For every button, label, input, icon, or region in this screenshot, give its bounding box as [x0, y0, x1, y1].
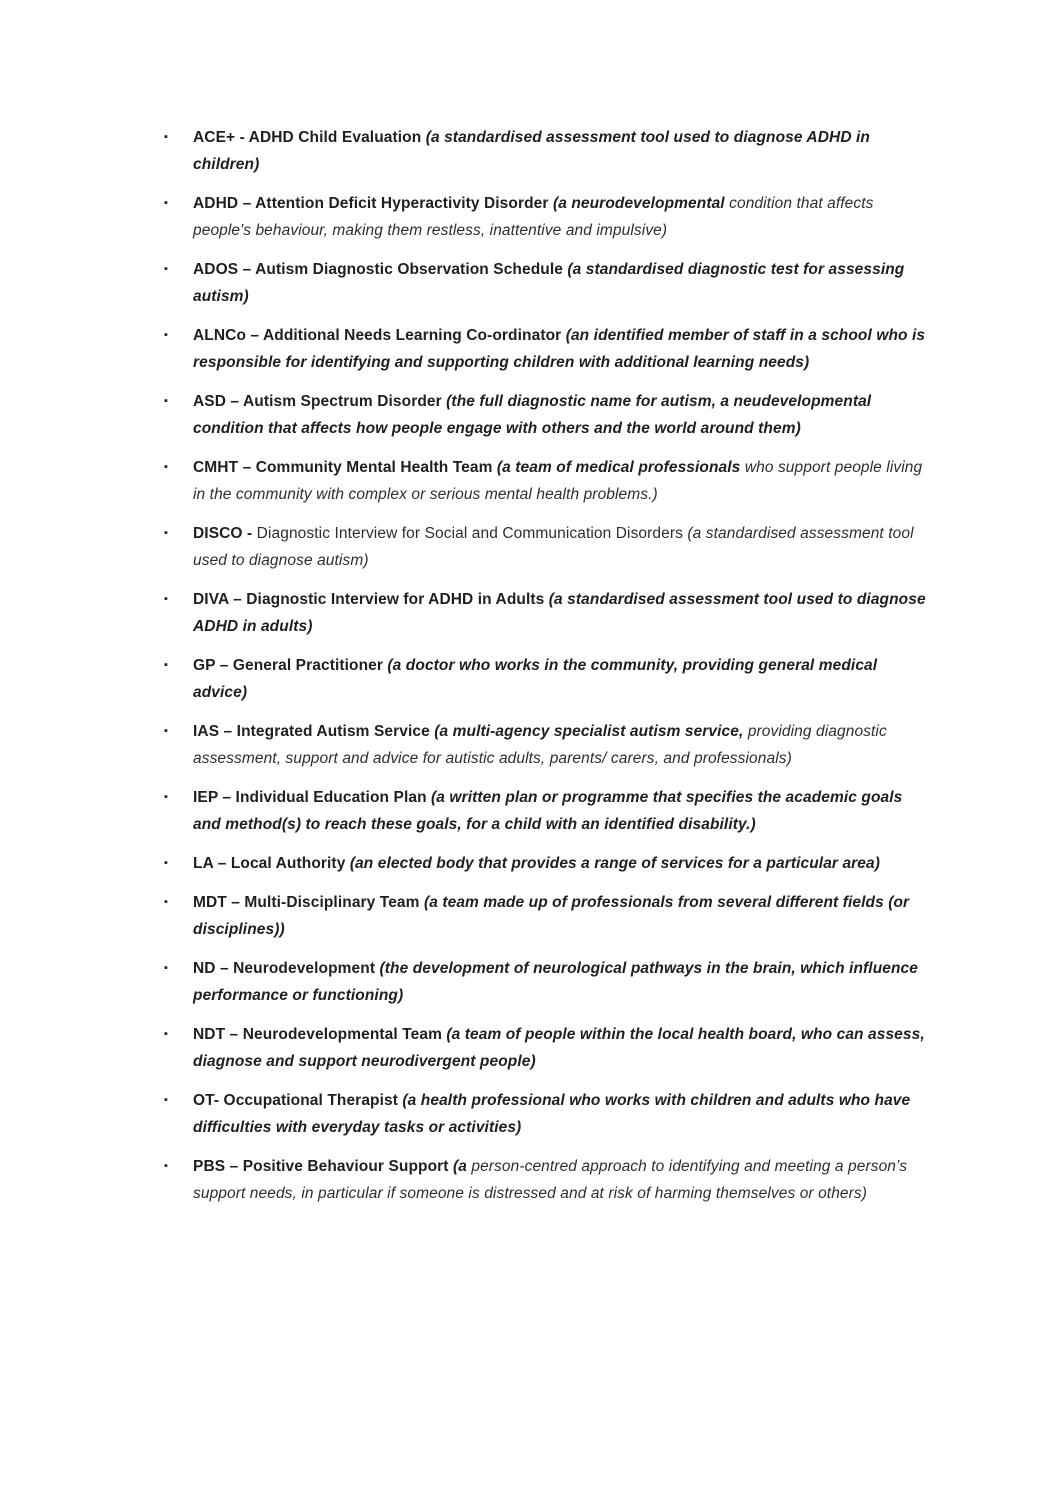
entry-segment: (the full diagnostic name for autism, a neudevelopmental condition that affects how people engage with others and the world around them) [193, 393, 872, 437]
bullet-icon: ▪ [164, 197, 168, 209]
bullet-icon: ▪ [164, 962, 168, 974]
entry-segment: (a standardised assessment tool used to diagnose autism) [193, 525, 914, 569]
entry-segment: CMHT – Community Mental Health Team [193, 459, 497, 476]
list-item [163, 1021, 933, 1075]
bullet-icon: ▪ [164, 1028, 168, 1040]
list-item [163, 850, 933, 877]
list-item [163, 256, 933, 310]
entry-segment: (an elected body that provides a range of services for a particular area) [349, 855, 881, 872]
bullet-icon: ▪ [164, 395, 168, 407]
bullet-icon: ▪ [164, 263, 168, 275]
list-item [163, 718, 933, 772]
bullet-icon: ▪ [164, 329, 168, 341]
entry-segment: ALNCo – Additional Needs Learning Co-ordinator [193, 327, 566, 344]
bullet-icon: ▪ [164, 791, 168, 803]
entry-segment: GP – General Practitioner [193, 657, 388, 674]
entry-segment: ADHD – Attention Deficit Hyperactivity Disorder [193, 195, 553, 212]
entry-segment: NDT – Neurodevelopmental Team [193, 1026, 447, 1043]
entry-segment: (a health professional who works with children and adults who have difficulties with everyday tasks or activities) [193, 1092, 911, 1136]
entry-segment: (a neurodevelopmental [552, 195, 730, 212]
entry-segment: person-centred approach to identifying and meeting a person’s support needs, in particular if someone is distressed and at risk of harming themselves or others) [193, 1158, 908, 1202]
entry-segment: IEP – Individual Education Plan [193, 789, 432, 806]
list-item [163, 520, 933, 574]
entry-segment: ACE+ - ADHD Child Evaluation [193, 129, 426, 146]
list-item [163, 586, 933, 640]
list-item [163, 1087, 933, 1141]
entry-segment: (a standardised diagnostic test for assessing autism) [193, 261, 905, 305]
list-item [163, 388, 933, 442]
entry-segment: IAS – Integrated Autism Service [193, 723, 435, 740]
entry-segment: (a team of medical professionals [496, 459, 745, 476]
entry-segment: (a team made up of professionals from several different fields (or disciplines)) [193, 894, 910, 938]
list-item [163, 322, 933, 376]
entry-segment: DISCO - [193, 525, 257, 542]
list-item [163, 652, 933, 706]
list-item [163, 190, 933, 244]
bullet-icon: ▪ [164, 857, 168, 869]
entry-segment: Diagnostic Interview for Social and Communication Disorders [256, 525, 688, 542]
bullet-icon: ▪ [164, 131, 168, 143]
entry-segment: (a team of people within the local health board, who can assess, diagnose and support neurodivergent people) [193, 1026, 925, 1070]
bullet-icon: ▪ [164, 1160, 168, 1172]
bullet-icon: ▪ [164, 593, 168, 605]
bullet-icon: ▪ [164, 725, 168, 737]
entry-segment: who support people living in the community with complex or serious mental health problems.) [193, 459, 923, 503]
entry-segment: (a standardised assessment tool used to diagnose ADHD in children) [193, 129, 870, 173]
bullet-icon: ▪ [164, 461, 168, 473]
bullet-icon: ▪ [164, 527, 168, 539]
entry-segment: LA – Local Authority [193, 855, 350, 872]
entry-segment: (a written plan or programme that specifies the academic goals and method(s) to reach these goals, for a child with an identified disability.) [193, 789, 903, 833]
bullet-icon: ▪ [164, 896, 168, 908]
list-item [163, 454, 933, 508]
entry-segment: DIVA – Diagnostic Interview for ADHD in Adults [193, 591, 549, 608]
entry-segment: ADOS – Autism Diagnostic Observation Schedule [193, 261, 568, 278]
list-item [163, 889, 933, 943]
bullet-icon: ▪ [164, 659, 168, 671]
entry-segment: ASD – Autism Spectrum Disorder [193, 393, 447, 410]
entry-segment: providing diagnostic assessment, support and advice for autistic adults, parents/ carers, and professionals) [193, 723, 887, 767]
entry-segment: condition that affects people's behaviour, making them restless, inattentive and impulsive) [193, 195, 874, 239]
entry-segment: (an identified member of staff in a school who is responsible for identifying and supporting children with additional learning needs) [193, 327, 926, 371]
list-item [163, 1153, 933, 1207]
entry-segment: (a [452, 1158, 472, 1175]
entry-segment: (a doctor who works in the community, providing general medical advice) [193, 657, 878, 701]
entry-segment: (a multi-agency specialist autism service, [434, 723, 748, 740]
glossary-list [163, 124, 938, 1207]
list-item [163, 955, 933, 1009]
entry-segment: ND – Neurodevelopment [193, 960, 380, 977]
entry-segment: PBS – Positive Behaviour Support [193, 1158, 453, 1175]
entry-segment: OT- Occupational Therapist [193, 1092, 403, 1109]
bullet-icon: ▪ [164, 1094, 168, 1106]
entry-segment: (a standardised assessment tool used to diagnose ADHD in adults) [193, 591, 926, 635]
list-item [163, 124, 933, 178]
entry-segment: (the development of neurological pathways in the brain, which influence performance or functioning) [193, 960, 918, 1004]
list-item [163, 784, 933, 838]
entry-segment: MDT – Multi-Disciplinary Team [193, 894, 424, 911]
